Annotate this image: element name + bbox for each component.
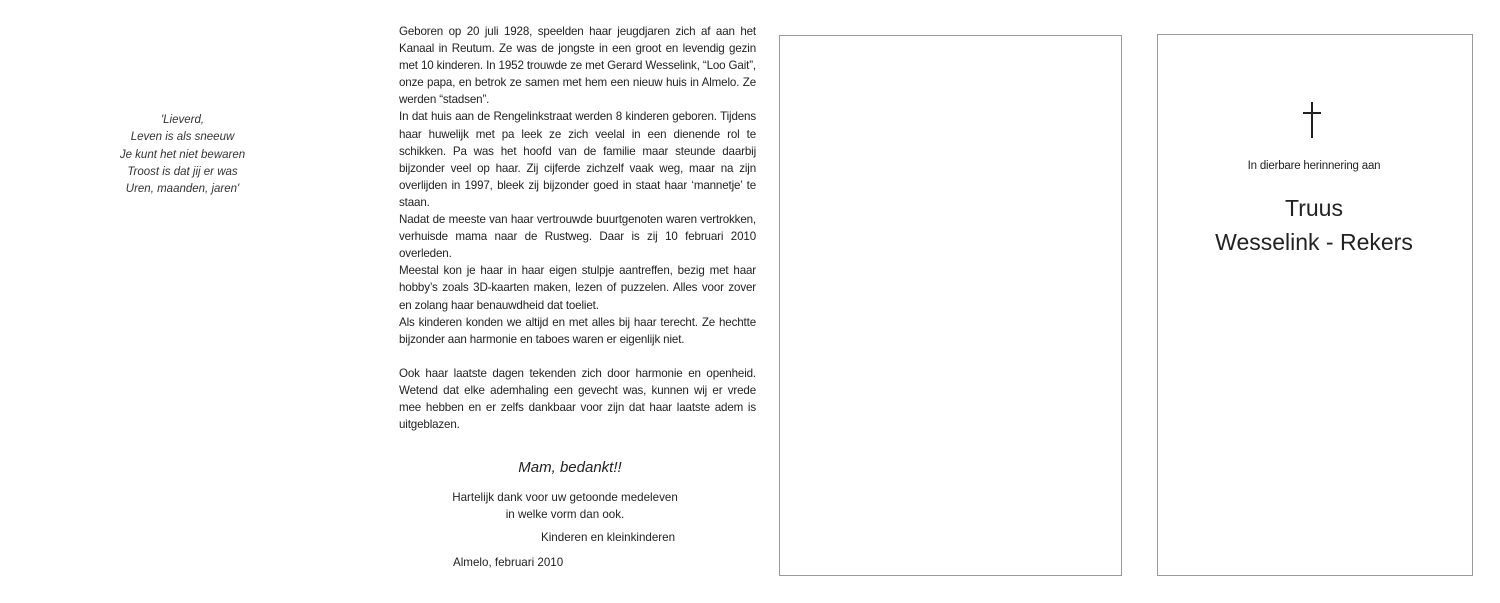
blank-photo-frame bbox=[779, 35, 1122, 576]
story-paragraph: Nadat de meeste van haar vertrouwde buurtgenoten waren vertrokken, verhuisde mama naar de Rustweg. Daar is zij 10 februari 2010 overleden. bbox=[399, 213, 756, 261]
thanks-text bbox=[430, 489, 700, 523]
story-paragraph: Ook haar laatste dagen tekenden zich door harmonie en openheid. Wetend dat elke ademhaling een gevecht was, kunnen wij er vrede mee hebben en er zelfs dankbaar voor zijn dat haar laatste adem is uitgeblazen. bbox=[399, 366, 756, 432]
poem-line: 'Lieverd, bbox=[160, 114, 205, 126]
thanks-line: in welke vorm dan ook. bbox=[505, 508, 625, 521]
memory-caption: In dierbare herinnering aan bbox=[1247, 160, 1381, 172]
paragraph-spacer bbox=[399, 348, 756, 365]
thanks-line: Hartelijk dank voor uw getoonde medeleven bbox=[452, 491, 678, 504]
poem-line: Leven is als sneeuw bbox=[130, 131, 235, 144]
life-story bbox=[399, 23, 756, 433]
story-paragraph: Geboren op 20 juli 1928, speelden haar jeugdjaren zich af aan het Kanaal in Reutum. Ze was de jongste in een groot en levendig gezin met 10 kinderen. In 1952 trouwde ze met Gerard Wesselink, “Loo Gait”, onze papa, en betrok ze samen met hem een nieuw huis in Almelo. Ze werden “stadsen”. bbox=[399, 25, 756, 107]
signature-line: Kinderen en kleinkinderen bbox=[541, 531, 676, 544]
poem-line: Troost is dat jij er was bbox=[127, 165, 238, 178]
thanks-title: Mam, bedankt!! bbox=[518, 459, 622, 476]
deceased-last-name: Wesselink - Rekers bbox=[1215, 229, 1413, 255]
poem-line: Je kunt het niet bewaren bbox=[119, 148, 246, 161]
poem-line: Uren, maanden, jaren' bbox=[125, 183, 240, 196]
cross-icon bbox=[1300, 100, 1326, 140]
story-paragraph: Als kinderen konden we altijd en met alles bij haar terecht. Ze hechtte bijzonder aan harmonie en taboes waren er eigenlijk niet. bbox=[399, 315, 756, 346]
place-date: Almelo, februari 2010 bbox=[453, 556, 564, 569]
deceased-first-name: Truus bbox=[1285, 195, 1343, 221]
poem bbox=[100, 112, 265, 198]
story-paragraph: Meestal kon je haar in haar eigen stulpje aantreffen, bezig met haar hobby’s zoals 3D-kaarten maken, lezen of puzzelen. Alles voor zover en zolang haar benauwdheid dat toeliet. bbox=[399, 264, 756, 312]
story-paragraph: In dat huis aan de Rengelinkstraat werden 8 kinderen geboren. Tijdens haar huwelijk met pa leek ze zich veelal in een dienende rol te schikken. Pa was het hoofd van de familie maar steunde daarbij bijzonder veel op haar. Zij cijferde zichzelf vaak weg, maar na zijn overlijden in 1997, bleek zij bijzonder goed in staat haar ‘mannetje’ te staan. bbox=[399, 110, 756, 209]
